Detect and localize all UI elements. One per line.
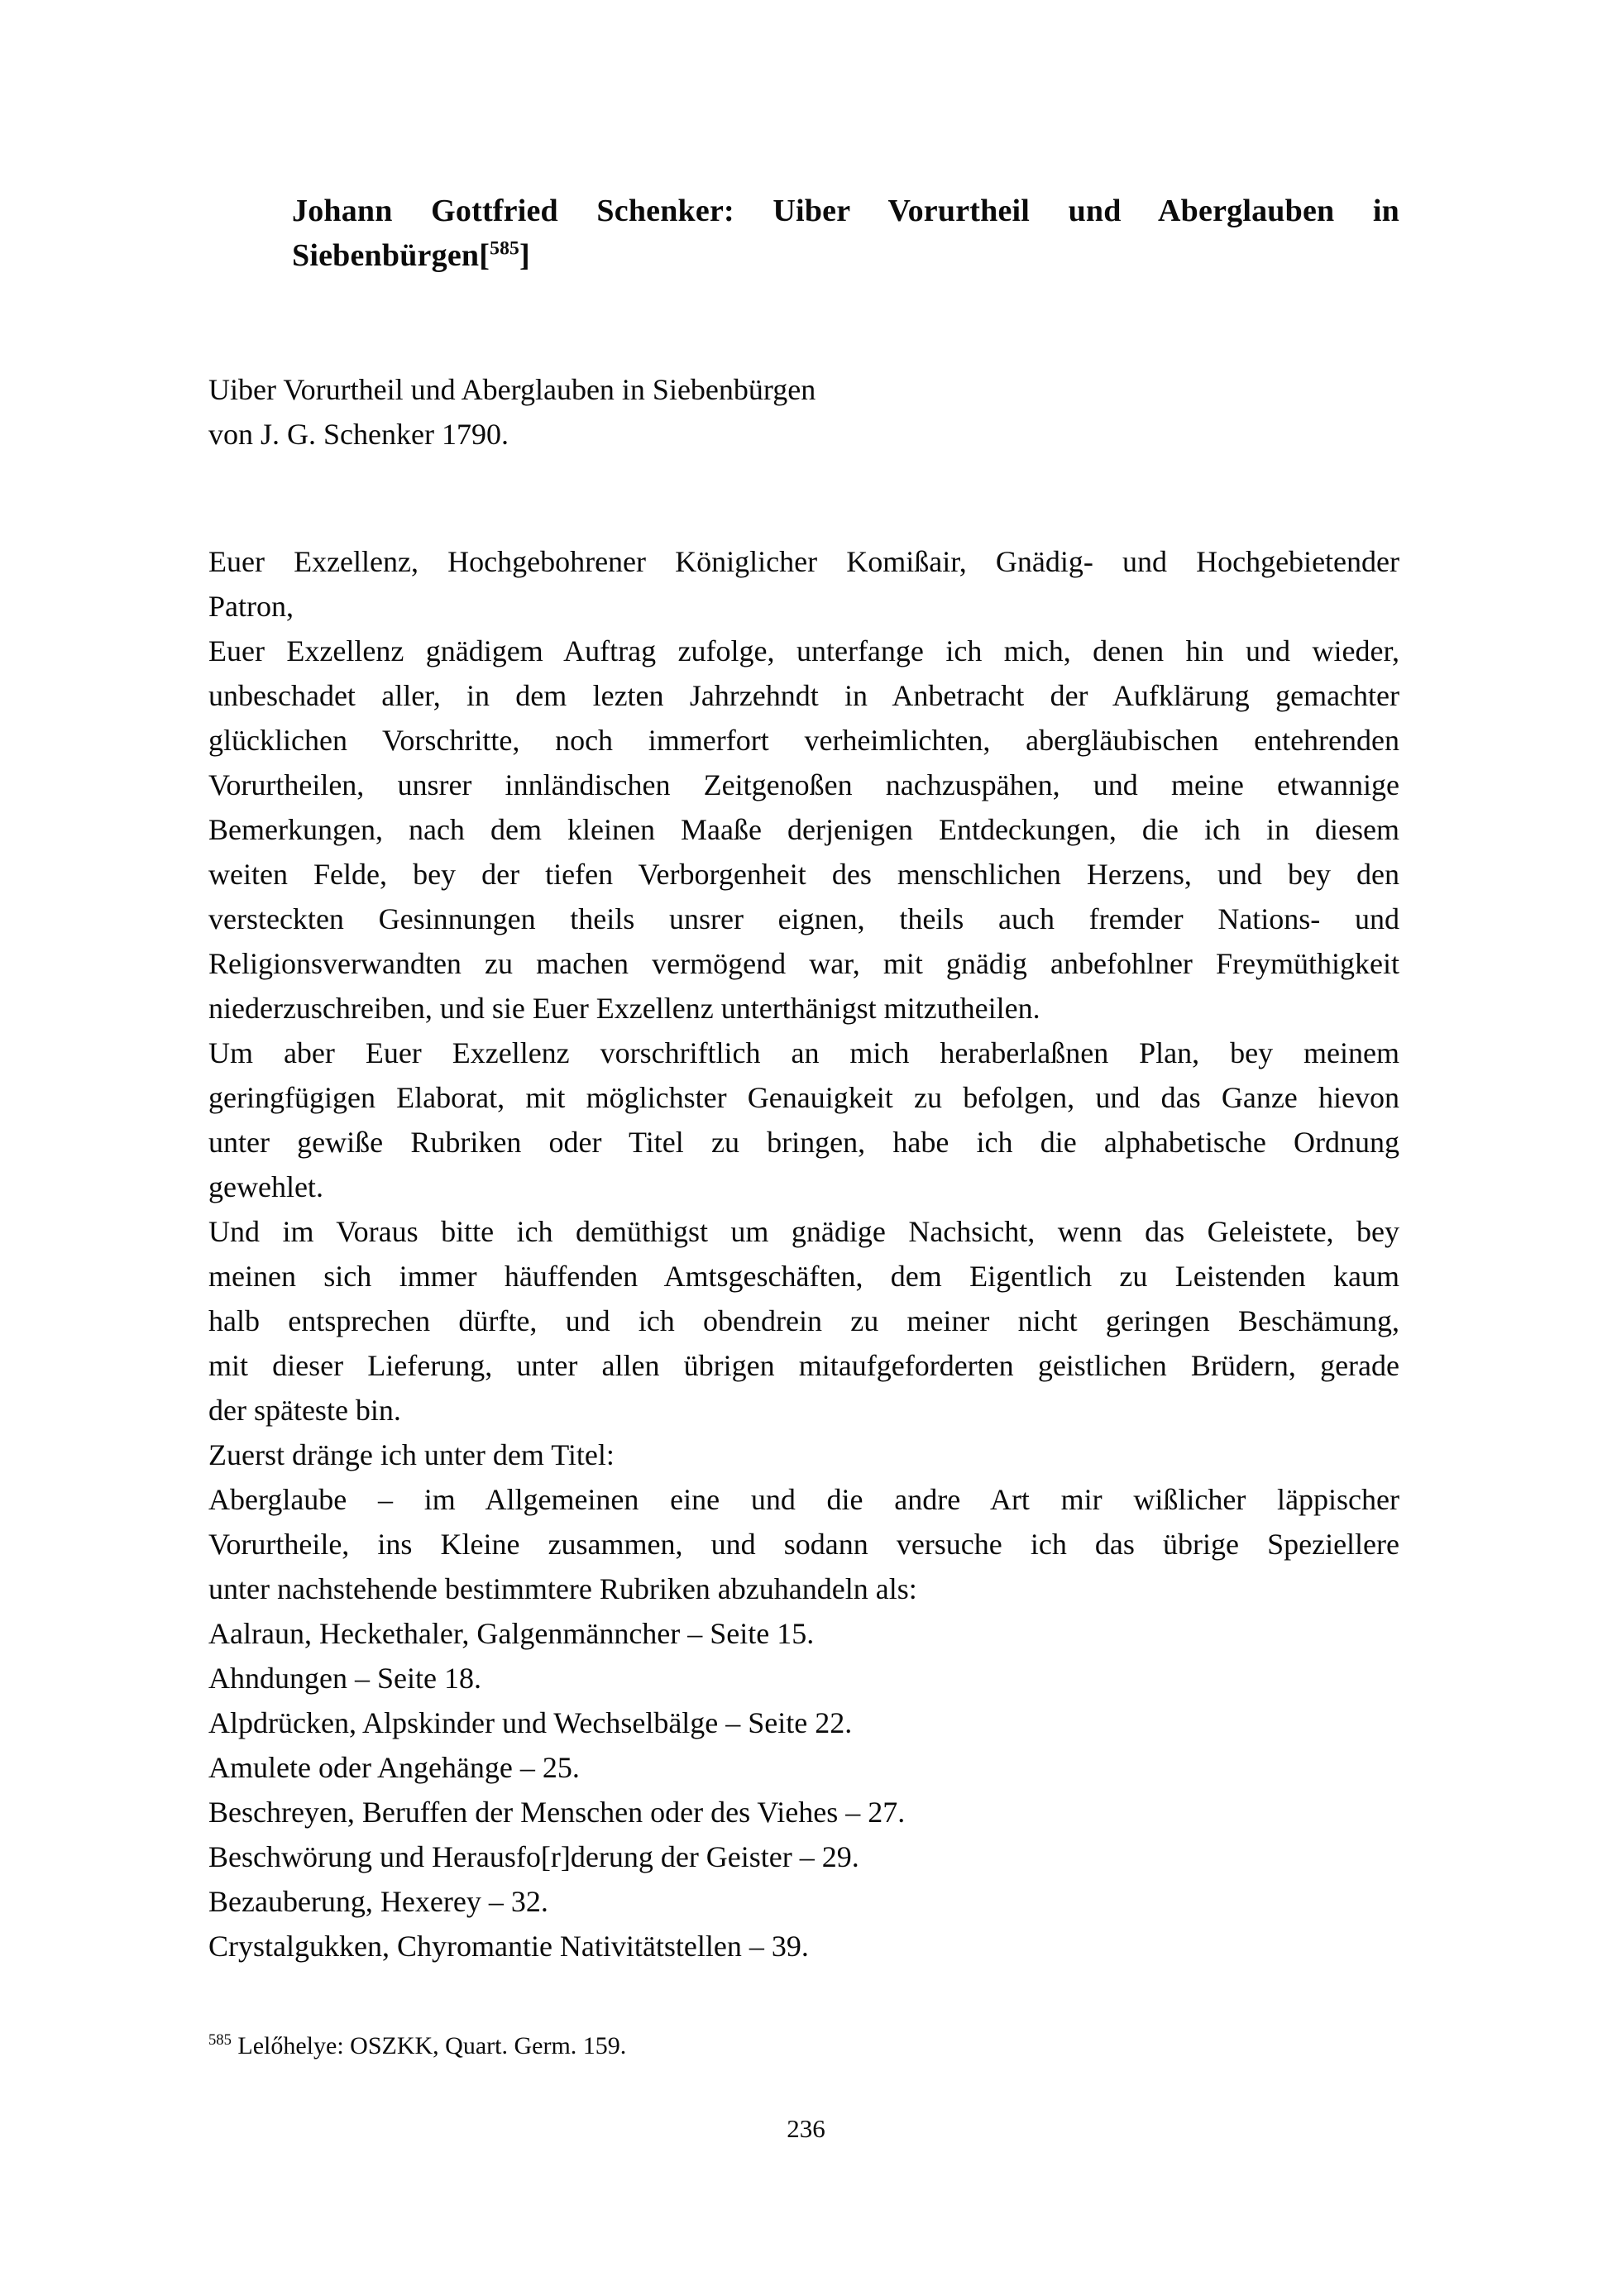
text-line: Crystalgukken, Chyromantie Nativitätstellen – 39. (208, 1930, 809, 1963)
title-line-2-bracket: ] (519, 238, 530, 273)
text-line: Religionsverwandten zu machen vermögend war, mit gnädig anbefohlner Freymüthigkeit (208, 947, 1399, 980)
text-line: Bemerkungen, nach dem kleinen Maaße derjenigen Entdeckungen, die ich in diesem (208, 813, 1399, 846)
text-line: Aalraun, Heckethaler, Galgenmänncher – Seite 15. (208, 1617, 815, 1650)
page-number: 236 (787, 2114, 825, 2143)
text-line: gewehlet. (208, 1170, 323, 1203)
text-line: Vorurtheilen, unsrer innländischen Zeitgenoßen nachzuspähen, und meine etwannige (208, 768, 1399, 801)
text-line: geringfügigen Elaborat, mit möglichster Genauigkeit zu befolgen, und das Ganze hievon (208, 1081, 1399, 1114)
text-line: niederzuschreiben, und sie Euer Exzellenz unterthänigst mitzutheilen. (208, 992, 1040, 1025)
text-line: versteckten Gesinnungen theils unsrer eignen, theils auch fremder Nations- und (208, 902, 1399, 935)
text-line: unter gewiße Rubriken oder Titel zu bringen, habe ich die alphabetische Ordnung (208, 1126, 1399, 1159)
subtitle-line-2: von J. G. Schenker 1790. (208, 418, 509, 451)
text-line: Vorurtheile, ins Kleine zusammen, und sodann versuche ich das übrige Speziellere (208, 1528, 1399, 1561)
text-line: Beschreyen, Beruffen der Menschen oder des Viehes – 27. (208, 1796, 906, 1829)
document-title (292, 189, 1399, 278)
subtitle-line-1: Uiber Vorurtheil und Aberglauben in Siebenbürgen (208, 373, 816, 406)
text-line: glücklichen Vorschritte, noch immerfort verheimlichten, abergläubischen entehrenden (208, 724, 1399, 757)
text-line: Um aber Euer Exzellenz vorschriftlich an mich heraberlaßnen Plan, bey meinem (208, 1036, 1399, 1069)
title-line-2-text: Siebenbürgen[ (292, 238, 490, 273)
title-footnote-ref: 585 (490, 237, 520, 260)
text-line: der späteste bin. (208, 1394, 401, 1427)
text-line: weiten Felde, bey der tiefen Verborgenheit des menschlichen Herzens, und bey den (208, 858, 1399, 891)
text-line: meinen sich immer häuffenden Amtsgeschäften, dem Eigentlich zu Leistenden kaum (208, 1260, 1399, 1293)
footnote-marker: 585 (208, 2031, 232, 2049)
text-line: Alpdrücken, Alpskinder und Wechselbälge – Seite 22. (208, 1706, 853, 1739)
text-line: Bezauberung, Hexerey – 32. (208, 1885, 548, 1918)
text-line: Amulete oder Angehänge – 25. (208, 1751, 580, 1784)
text-column (208, 0, 1399, 2144)
text-line: Aberglaube – im Allgemeinen eine und die andre Art mir wißlicher läppischer (208, 1483, 1399, 1516)
body-text (208, 539, 1399, 1968)
document-subtitle (208, 367, 1399, 457)
text-line: Beschwörung und Herausfo[r]derung der Geister – 29. (208, 1840, 859, 1873)
title-line-1: Johann Gottfried Schenker: Uiber Vorurtheil und Aberglauben in (292, 194, 1399, 228)
text-line: Und im Voraus bitte ich demüthigst um gnädige Nachsicht, wenn das Geleistete, bey (208, 1215, 1399, 1248)
text-line: Ahndungen – Seite 18. (208, 1662, 481, 1695)
text-line: halb entsprechen dürfte, und ich obendrein zu meiner nicht geringen Beschämung, (208, 1304, 1399, 1337)
text-line: unbeschadet aller, in dem lezten Jahrzehndt in Anbetracht der Aufklärung gemachter (208, 679, 1399, 712)
text-line: Euer Exzellenz gnädigem Auftrag zufolge, unterfange ich mich, denen hin und wieder, (208, 634, 1399, 667)
text-line: Zuerst dränge ich unter dem Titel: (208, 1438, 615, 1471)
text-line: Patron, (208, 590, 294, 623)
text-line: unter nachstehende bestimmtere Rubriken abzuhandeln als: (208, 1572, 917, 1605)
footnote-text: Lelőhelye: OSZKK, Quart. Germ. 159. (237, 2032, 627, 2059)
title-line-2 (292, 233, 1399, 278)
text-line: Euer Exzellenz, Hochgebohrener Königlicher Komißair, Gnädig- und Hochgebietender (208, 545, 1399, 578)
text-line: mit dieser Lieferung, unter allen übrigen mitaufgeforderten geistlichen Brüdern, gerade (208, 1349, 1399, 1382)
footnote (208, 2030, 1399, 2063)
